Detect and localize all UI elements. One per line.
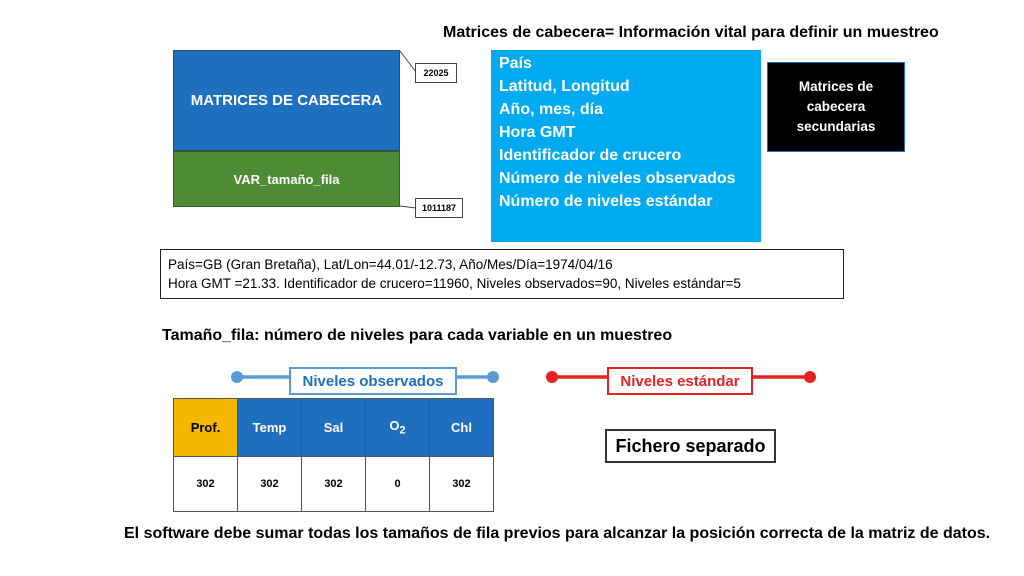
value-cell-chl: 302 — [430, 457, 494, 512]
standard-levels-left-dot — [546, 371, 558, 383]
header-matrix-callout: 22025 — [415, 63, 457, 83]
o2-subscript: 2 — [399, 424, 406, 437]
bottom-note: El software debe sumar todas los tamaños de fila previos para alcanzar la posición correcta de la matriz de datos. — [124, 525, 991, 542]
o2-text: O — [389, 418, 400, 434]
callout-top-connector — [400, 51, 416, 72]
value-cell-o2: 0 — [366, 457, 430, 512]
header-cell-chl: Chl — [430, 399, 494, 457]
example-line-1: País=GB (Gran Bretaña), Lat/Lon=44.01/-12.73, Año/Mes/Día=1974/04/16 — [168, 257, 613, 272]
row-size-description: Tamaño_fila: número de niveles para cada variable en un muestreo — [162, 327, 673, 344]
row-size-variable-block: VAR_tamaño_fila — [173, 151, 400, 207]
example-box — [160, 249, 844, 299]
field-gmt-time: Hora GMT — [499, 124, 576, 141]
header-matrix-block: MATRICES DE CABECERA — [173, 50, 400, 151]
value-cell-sal: 302 — [302, 457, 366, 512]
observed-levels-label: Niveles observados — [289, 367, 457, 395]
value-cell-depth: 302 — [174, 457, 238, 512]
header-cell-temp: Temp — [238, 399, 302, 457]
header-fields-box — [491, 50, 761, 242]
observed-levels-right-dot — [487, 371, 499, 383]
field-date: Año, mes, día — [499, 101, 604, 118]
header-cell-o2 — [366, 399, 430, 457]
header-cell-sal: Sal — [302, 399, 366, 457]
callout-bottom-connector — [400, 206, 416, 208]
example-line-2: Hora GMT =21.33. Identificador de crucero=11960, Niveles observados=90, Niveles estándar=5 — [168, 276, 741, 291]
row-size-table — [173, 398, 494, 512]
header-cell-depth: Prof. — [174, 399, 238, 457]
field-cruise-id: Identificador de crucero — [499, 147, 682, 164]
table-header-row — [174, 399, 494, 457]
table-row — [174, 457, 494, 512]
field-lat-lon: Latitud, Longitud — [499, 78, 630, 95]
field-observed-levels: Número de niveles observados — [499, 170, 736, 187]
field-country: País — [499, 55, 532, 72]
field-standard-levels: Número de niveles estándar — [499, 193, 713, 210]
slide-title: Matrices de cabecera= Información vital para definir un muestreo — [443, 24, 939, 41]
secondary-line-3: secundarias — [796, 119, 876, 134]
separate-file-box: Fichero separado — [605, 429, 776, 463]
observed-levels-left-dot — [231, 371, 243, 383]
secondary-line-1: Matrices de — [798, 79, 874, 94]
secondary-header-box — [767, 62, 905, 152]
value-cell-temp: 302 — [238, 457, 302, 512]
row-size-callout: 1011187 — [415, 198, 463, 218]
standard-levels-right-dot — [804, 371, 816, 383]
secondary-line-2: cabecera — [806, 99, 866, 114]
standard-levels-label: Niveles estándar — [607, 367, 753, 395]
